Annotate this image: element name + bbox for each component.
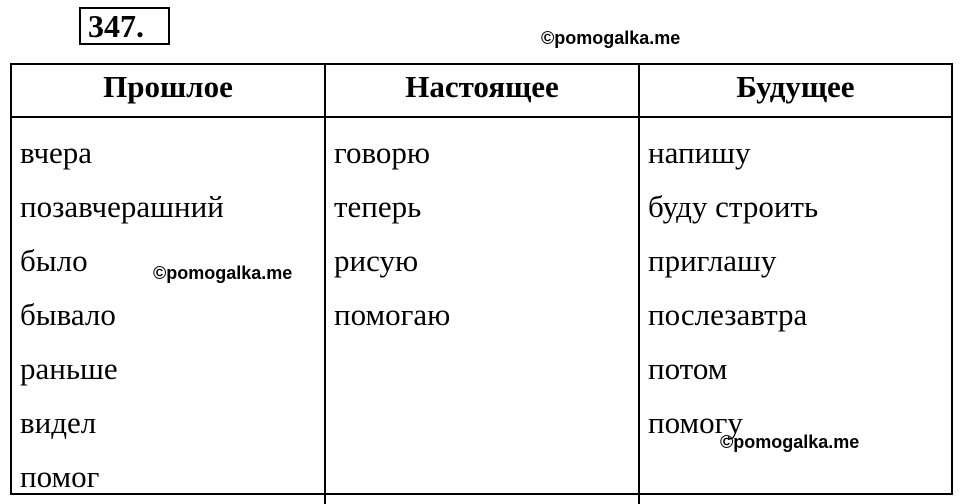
word-future-2: буду строить [648, 189, 819, 224]
word-present-1: говорю [334, 135, 431, 170]
word-present-2: теперь [334, 189, 422, 224]
tense-table [10, 63, 953, 495]
word-future-6: помогу [648, 405, 743, 440]
word-past-2: позавчерашний [20, 189, 224, 224]
watermark-middle: ©pomogalka.me [153, 263, 293, 283]
word-past-3: было [20, 243, 88, 278]
word-future-1: напишу [648, 135, 751, 170]
word-present-4: помогаю [334, 297, 451, 332]
word-past-5: раньше [20, 351, 118, 386]
word-past-6: видел [20, 405, 97, 440]
word-future-3: приглашу [648, 243, 777, 278]
watermark-top: ©pomogalka.me [541, 28, 681, 48]
task-number: 347. [79, 7, 170, 45]
watermark-bottom: ©pomogalka.me [720, 432, 860, 452]
header-future: Будущее [640, 65, 951, 118]
column-past [12, 118, 326, 504]
word-past-4: бывало [20, 297, 116, 332]
header-past: Прошлое [12, 65, 326, 118]
header-present: Настоящее [326, 65, 640, 118]
word-past-1: вчера [20, 135, 93, 170]
word-present-3: рисую [334, 243, 419, 278]
word-past-7: помог [20, 459, 100, 494]
word-future-4: послезавтра [648, 297, 808, 332]
column-present [326, 118, 640, 504]
word-future-5: потом [648, 351, 728, 386]
